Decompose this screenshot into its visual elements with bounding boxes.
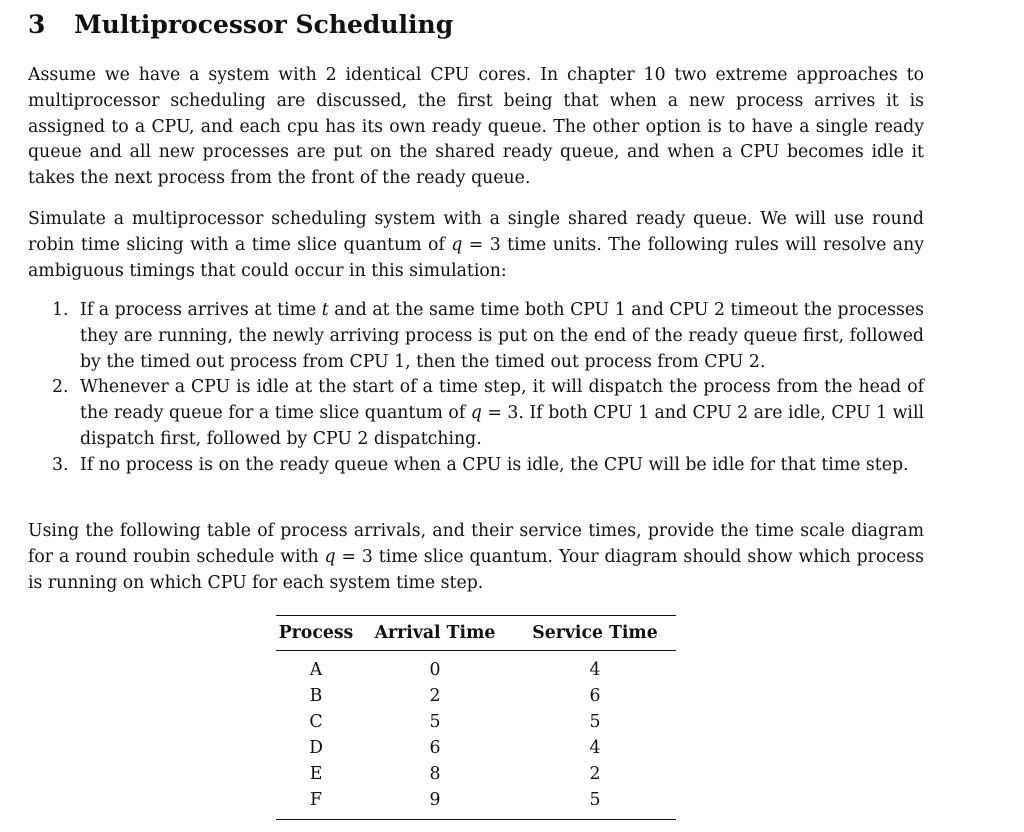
header-process: Process — [278, 623, 354, 643]
cell-arrival-time: 8 — [429, 764, 441, 784]
header-arrival-time: Arrival Time — [374, 623, 496, 643]
rule-math: t — [321, 300, 329, 320]
rule-marker: 3. — [52, 454, 69, 475]
intro-paragraph: Assume we have a system with 2 identical CPU cores. In chapter 10 two extreme approaches to multiprocessor scheduling are discussed, the first being that when a new process arrives it is assigned to a CPU, and each cpu has its own ready queue. The other option is to have a single ready queue and all new processes are put on the shared ready queue, and when a CPU becomes idle it takes the next process from the front of the ready queue. — [28, 65, 924, 189]
table-row — [276, 683, 676, 709]
simulation-math-q: q — [451, 234, 463, 255]
cell-arrival-time: 0 — [429, 660, 441, 680]
table-row — [276, 761, 676, 787]
cell-service-time: 5 — [589, 712, 601, 732]
cell-service-time: 4 — [589, 660, 601, 680]
simulation-text-part1: Simulate a multiprocessor scheduling system with a single shared ready queue. We will use round robin time slicing with a time slice quantum of — [28, 209, 924, 255]
table-row — [276, 651, 676, 684]
closing-paragraph — [28, 519, 924, 596]
rule-text-part1: Whenever a CPU is idle at the start of a time step, it will dispatch the process from the head of the ready queue for a time slice quantum of — [80, 377, 924, 424]
cell-process: C — [309, 712, 323, 732]
cell-service-time: 5 — [589, 790, 601, 810]
rule-marker: 2. — [52, 377, 69, 398]
cell-service-time: 2 — [589, 764, 601, 784]
section-title: Multiprocessor Scheduling — [74, 10, 454, 39]
rule-text-part1: If a process arrives at time — [80, 300, 322, 320]
cell-process: F — [310, 790, 322, 810]
section-number: 3 — [28, 10, 46, 39]
table-row — [276, 787, 676, 820]
rule-item-1 — [52, 298, 924, 375]
cell-arrival-time: 9 — [429, 790, 441, 810]
cell-process: E — [309, 764, 323, 784]
section-heading — [28, 10, 453, 39]
cell-service-time: 6 — [589, 686, 601, 706]
table-row — [276, 735, 676, 761]
rule-marker: 1. — [52, 300, 69, 320]
cell-process: B — [309, 686, 323, 706]
cell-process: D — [309, 738, 323, 758]
rule-text-part2: and at the same time both CPU 1 and CPU 2 timeout the processes they are running, the newly arriving process is put on the end of the ready queue first, followed by the timed out process from CPU 1, then the timed out process from CPU 2. — [80, 300, 924, 372]
closing-math-q: q — [324, 546, 336, 567]
cell-service-time: 4 — [589, 738, 601, 758]
cell-arrival-time: 2 — [429, 686, 441, 706]
rule-item-2 — [52, 375, 924, 452]
rules-list — [52, 298, 924, 479]
rule-text-part1: If no process is on the ready queue when a CPU is idle, the CPU will be idle for that time step. — [80, 454, 909, 475]
rule-item-3 — [52, 453, 924, 479]
closing-text-part1: Using the following table of process arrivals, and their service times, provide the time scale diagram for a round roubin schedule with — [28, 521, 924, 567]
table-row — [276, 709, 676, 735]
process-table — [276, 615, 676, 820]
simulation-text-part2: = 3 time units. The following rules will resolve any ambiguous timings that could occur in this simulation: — [28, 234, 924, 281]
closing-text-part2: = 3 time slice quantum. Your diagram should show which process is running on which CPU for each system time step. — [28, 546, 924, 593]
rule-math: q — [470, 403, 482, 424]
cell-arrival-time: 6 — [429, 738, 441, 758]
rule-text-part2: = 3. If both CPU 1 and CPU 2 are idle, CPU 1 will dispatch first, followed by CPU 2 dispatching. — [80, 403, 924, 449]
header-service-time: Service Time — [532, 623, 658, 643]
cell-arrival-time: 5 — [429, 712, 441, 732]
simulation-paragraph — [28, 207, 924, 284]
table-header-row — [276, 616, 676, 651]
cell-process: A — [309, 660, 323, 680]
